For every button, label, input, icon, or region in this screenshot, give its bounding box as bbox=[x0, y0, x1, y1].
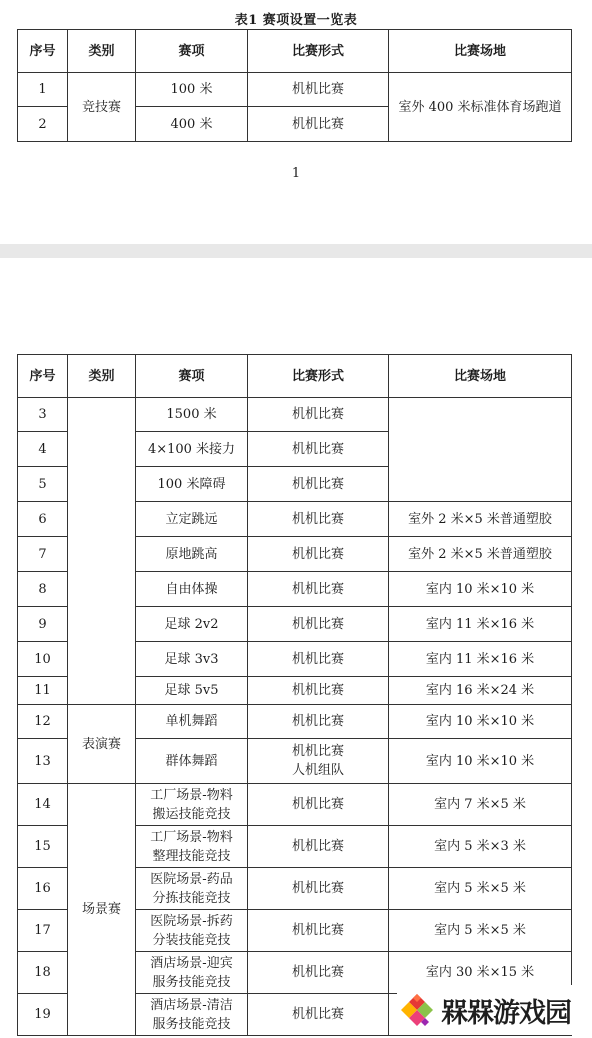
row-format: 机机比赛 bbox=[248, 107, 389, 142]
row-no: 8 bbox=[18, 572, 68, 607]
row-event: 足球 2v2 bbox=[136, 607, 248, 642]
row-event: 足球 5v5 bbox=[136, 677, 248, 705]
row-format: 机机比赛 bbox=[248, 868, 389, 910]
row-no: 12 bbox=[18, 705, 68, 739]
row-no: 6 bbox=[18, 502, 68, 537]
row-event bbox=[136, 910, 248, 952]
header-no: 序号 bbox=[18, 30, 68, 73]
header-category: 类别 bbox=[68, 355, 136, 398]
row-format: 机机比赛 bbox=[248, 994, 389, 1036]
header-category: 类别 bbox=[68, 30, 136, 73]
event-line-2: 服务技能竞技 bbox=[152, 974, 231, 990]
row-venue: 室内 16 米×24 米 bbox=[389, 677, 572, 705]
row-no: 11 bbox=[18, 677, 68, 705]
header-format: 比赛形式 bbox=[248, 355, 389, 398]
table-title: 表1 赛项设置一览表 bbox=[234, 13, 358, 28]
row-no: 19 bbox=[18, 994, 68, 1036]
header-no: 序号 bbox=[18, 355, 68, 398]
header-venue: 比赛场地 bbox=[389, 30, 572, 73]
watermark-logo bbox=[397, 985, 587, 1035]
row-event: 立定跳远 bbox=[136, 502, 248, 537]
row-venue: 室内 11 米×16 米 bbox=[389, 642, 572, 677]
category-cell-blank bbox=[68, 398, 136, 705]
page-separator bbox=[0, 244, 592, 258]
page-number: 1 bbox=[291, 166, 301, 181]
row-venue: 室内 30 米×15 米 bbox=[389, 952, 572, 994]
row-no: 9 bbox=[18, 607, 68, 642]
category-cell: 竞技赛 bbox=[68, 73, 136, 142]
event-line-1: 医院场景-药品 bbox=[150, 871, 233, 887]
row-format: 机机比赛 bbox=[248, 398, 389, 432]
row-venue: 室内 10 米×10 米 bbox=[389, 705, 572, 739]
row-no: 10 bbox=[18, 642, 68, 677]
row-format bbox=[248, 739, 389, 784]
row-format: 机机比赛 bbox=[248, 677, 389, 705]
row-no: 5 bbox=[18, 467, 68, 502]
event-table-part-1 bbox=[17, 29, 572, 142]
event-line-1: 工厂场景-物料 bbox=[150, 787, 233, 803]
row-format: 机机比赛 bbox=[248, 432, 389, 467]
row-venue: 室内 10 米×10 米 bbox=[389, 572, 572, 607]
row-no: 14 bbox=[18, 784, 68, 826]
row-venue: 室内 5 米×5 米 bbox=[389, 910, 572, 952]
header-venue: 比赛场地 bbox=[389, 355, 572, 398]
header-event: 赛项 bbox=[136, 355, 248, 398]
row-venue: 室内 5 米×3 米 bbox=[389, 826, 572, 868]
row-event: 自由体操 bbox=[136, 572, 248, 607]
event-line-2: 搬运技能竞技 bbox=[152, 806, 231, 822]
category-cell: 表演赛 bbox=[68, 705, 136, 784]
row-format: 机机比赛 bbox=[248, 572, 389, 607]
row-event: 400 米 bbox=[136, 107, 248, 142]
event-table-part-2 bbox=[17, 354, 572, 1036]
row-venue: 室内 7 米×5 米 bbox=[389, 784, 572, 826]
format-line-2: 人机组队 bbox=[291, 763, 344, 778]
row-event bbox=[136, 826, 248, 868]
event-line-1: 医院场景-拆药 bbox=[150, 913, 233, 929]
event-line-1: 酒店场景-迎宾 bbox=[150, 955, 233, 971]
row-no: 4 bbox=[18, 432, 68, 467]
row-no: 18 bbox=[18, 952, 68, 994]
row-format: 机机比赛 bbox=[248, 73, 389, 107]
table-row bbox=[18, 784, 572, 826]
row-no: 16 bbox=[18, 868, 68, 910]
row-no: 13 bbox=[18, 739, 68, 784]
table-header-row bbox=[18, 30, 572, 73]
table-header-row bbox=[18, 355, 572, 398]
row-no: 15 bbox=[18, 826, 68, 868]
row-no: 7 bbox=[18, 537, 68, 572]
row-event bbox=[136, 868, 248, 910]
row-no: 1 bbox=[18, 73, 68, 107]
event-line-2: 整理技能竞技 bbox=[152, 848, 231, 864]
table-row bbox=[18, 705, 572, 739]
row-venue: 室内 5 米×5 米 bbox=[389, 868, 572, 910]
event-line-1: 酒店场景-清洁 bbox=[150, 997, 233, 1013]
row-event: 足球 3v3 bbox=[136, 642, 248, 677]
row-event: 原地跳高 bbox=[136, 537, 248, 572]
event-line-2: 服务技能竞技 bbox=[152, 1016, 231, 1032]
pinwheel-logo-icon bbox=[397, 990, 437, 1030]
row-no: 3 bbox=[18, 398, 68, 432]
row-event: 1500 米 bbox=[136, 398, 248, 432]
event-line-1: 工厂场景-物料 bbox=[150, 829, 233, 845]
row-event bbox=[136, 994, 248, 1036]
row-format: 机机比赛 bbox=[248, 910, 389, 952]
row-format: 机机比赛 bbox=[248, 642, 389, 677]
format-line-1: 机机比赛 bbox=[291, 744, 344, 759]
header-format: 比赛形式 bbox=[248, 30, 389, 73]
row-venue: 室外 2 米×5 米普通塑胶 bbox=[389, 502, 572, 537]
table-row bbox=[18, 73, 572, 107]
row-format: 机机比赛 bbox=[248, 784, 389, 826]
row-format: 机机比赛 bbox=[248, 502, 389, 537]
category-cell: 场景赛 bbox=[68, 784, 136, 1036]
row-venue: 室内 10 米×10 米 bbox=[389, 739, 572, 784]
row-format: 机机比赛 bbox=[248, 537, 389, 572]
row-event: 群体舞蹈 bbox=[136, 739, 248, 784]
row-format: 机机比赛 bbox=[248, 467, 389, 502]
venue-cell-blank bbox=[389, 398, 572, 502]
table-row bbox=[18, 398, 572, 432]
document-page-1 bbox=[0, 0, 592, 244]
watermark-text: 槑槑游戏园 bbox=[441, 997, 571, 1029]
header-event: 赛项 bbox=[136, 30, 248, 73]
row-venue: 室内 11 米×16 米 bbox=[389, 607, 572, 642]
event-line-2: 分装技能竞技 bbox=[152, 932, 231, 948]
row-format: 机机比赛 bbox=[248, 607, 389, 642]
row-event: 100 米 bbox=[136, 73, 248, 107]
row-event: 4×100 米接力 bbox=[136, 432, 248, 467]
row-event: 单机舞蹈 bbox=[136, 705, 248, 739]
row-format: 机机比赛 bbox=[248, 952, 389, 994]
row-event bbox=[136, 952, 248, 994]
event-line-2: 分拣技能竞技 bbox=[152, 890, 231, 906]
venue-cell: 室外 400 米标准体育场跑道 bbox=[389, 73, 572, 142]
document-page-2 bbox=[0, 258, 592, 1038]
row-event: 100 米障碍 bbox=[136, 467, 248, 502]
row-venue: 室外 2 米×5 米普通塑胶 bbox=[389, 537, 572, 572]
row-event bbox=[136, 784, 248, 826]
row-format: 机机比赛 bbox=[248, 826, 389, 868]
row-no: 2 bbox=[18, 107, 68, 142]
row-no: 17 bbox=[18, 910, 68, 952]
row-format: 机机比赛 bbox=[248, 705, 389, 739]
